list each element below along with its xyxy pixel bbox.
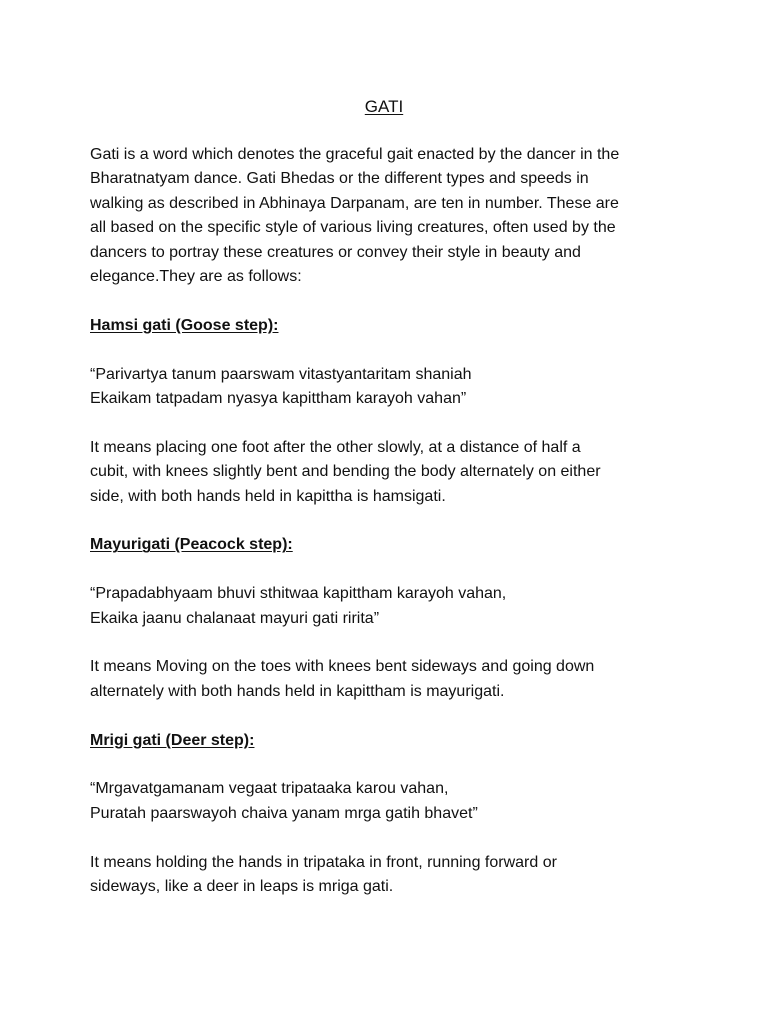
verse-line: Ekaika jaanu chalanaat mayuri gati ririta” xyxy=(90,609,380,627)
meaning-line: It means Moving on the toes with knees bent sideways and going down xyxy=(90,658,595,676)
verse xyxy=(90,582,682,631)
intro-line: elegance.They are as follows: xyxy=(90,268,302,286)
verse-line: Ekaikam tatpadam nyasya kapittham karayoh vahan” xyxy=(90,390,467,408)
meaning-paragraph xyxy=(90,655,682,704)
verse-line: Puratah paarswayoh chaiva yanam mrga gatih bhavet” xyxy=(90,804,478,822)
document-body xyxy=(90,143,682,899)
intro-line: Bharatnatyam dance. Gati Bhedas or the different types and speeds in xyxy=(90,170,589,188)
meaning-paragraph xyxy=(90,436,682,509)
section-heading: Mayurigati (Peacock step): xyxy=(90,536,293,554)
section-mrigi-gati xyxy=(90,729,682,900)
verse xyxy=(90,363,682,412)
meaning-line: It means holding the hands in tripataka in front, running forward or xyxy=(90,853,557,871)
section-heading: Mrigi gati (Deer step): xyxy=(90,731,255,749)
verse xyxy=(90,777,682,826)
section-heading: Hamsi gati (Goose step): xyxy=(90,316,279,334)
verse-line: “Prapadabhyaam bhuvi sthitwaa kapittham karayoh vahan, xyxy=(90,585,507,603)
meaning-line: side, with both hands held in kapittha is hamsigati. xyxy=(90,487,446,505)
verse-line: “Parivartya tanum paarswam vitastyantaritam shaniah xyxy=(90,365,472,383)
intro-paragraph xyxy=(90,143,682,289)
verse-line: “Mrgavatgamanam vegaat tripataaka karou vahan, xyxy=(90,780,449,798)
intro-line: all based on the specific style of various living creatures, often used by the xyxy=(90,219,616,237)
section-mayurigati xyxy=(90,533,682,704)
meaning-line: sideways, like a deer in leaps is mriga gati. xyxy=(90,878,394,896)
section-hamsi-gati xyxy=(90,314,682,509)
intro-line: dancers to portray these creatures or convey their style in beauty and xyxy=(90,243,581,261)
page-title: GATI xyxy=(364,97,404,116)
meaning-line: cubit, with knees slightly bent and bending the body alternately on either xyxy=(90,463,601,481)
intro-line: walking as described in Abhinaya Darpanam, are ten in number. These are xyxy=(90,194,619,212)
intro-line: Gati is a word which denotes the graceful gait enacted by the dancer in the xyxy=(90,146,620,163)
meaning-line: alternately with both hands held in kapittham is mayurigati. xyxy=(90,682,505,700)
meaning-line: It means placing one foot after the other slowly, at a distance of half a xyxy=(90,438,581,456)
meaning-paragraph xyxy=(90,851,682,900)
